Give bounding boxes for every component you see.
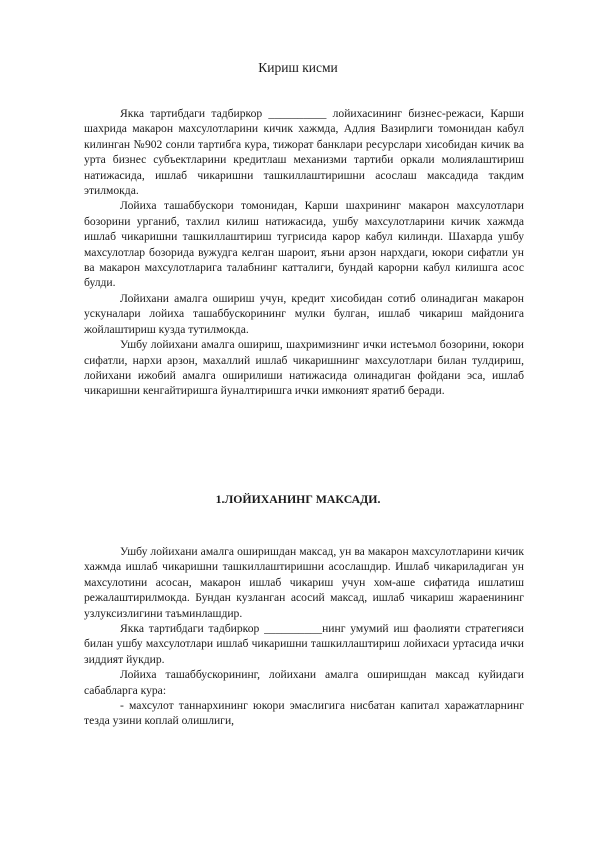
goal-text-block [84,544,524,729]
goal-paragraph: - махсулот таннархининг юкори эмаслигига нисбатан капитал харажатларнинг тезда узини коплай олишлиги, [84,699,524,728]
intro-title: Кириш кисми [258,60,338,75]
goal-paragraph: Ушбу лойихани амалга оширишдан максад, ун ва макарон махсулотларини кичик хажмда ишлаб чикаришни ташкиллаштиришни асослашдир. Ишлаб чикариладиган ун махсулотини асосан, макарон ишлаб чикариш учун хом-аше сифатида ишлатиш режалаштирилмокда. Бундан кузланган асосий максад, ишлаб чикариш жараенининг узлуксизлигини таъминлашдир. [84,545,524,620]
intro-paragraph: Лойиха ташаббускори томонидан, Карши шахрининг макарон махсулотлари бозорини урганиб, тахлил килиш натижасида, ушбу махсулотларини кичик хажмда ишлаб чикаришни ташкиллаштириш тугрисида карор кабул килинди. Шахарда ушбу махсулотлар бозорида вужудга келган шароит, яъни арзон нархдаги, юкори сифатли ун ва макарон махсулотларига талабнинг катталиги, бундай карорни кабул килишга асос булди. [84,199,524,290]
section-title-goal: 1.ЛОЙИХАНИНГ МАКСАДИ. [215,492,381,506]
intro-paragraph: Якка тартибдаги тадбиркор __________ лойихасининг бизнес-режаси, Карши шахрида макарон махсулотларини кичик хажмда, Адлия Вазирлиги томонидан кабул килинган №902 сонли тартибга кура, тижорат банклари ресурслари хисобидан кичик ва урта бизнес субъектларини кредитлаш механизми тартиби оркали молиялаштириш натижасида, ишлаб чикаришни ташкиллаштиришни асослаш максадида такдим этилмокда. [84,107,524,198]
intro-paragraph: Лойихани амалга ошириш учун, кредит хисобидан сотиб олинадиган макарон ускуналари лойиха ташаббускорининг мулки булган, ишлаб чикариш майдонига жойлаштириш кузда тутилмокда. [84,291,524,336]
goal-paragraph: Лойиха ташаббускорининг, лойихани амалга оширишдан максад куйидаги сабабларга кура: [84,668,524,697]
intro-paragraph: Ушбу лойихани амалга ошириш, шахримизнинг ички истеъмол бозорини, юкори сифатли, нархи арзон, махаллий ишлаб чикаришнинг махсулотлари билан тулдириш, лойихани ижобий амалга оширилиши натижасида олинадиган фойдани эса, ишлаб чикаришни кенгайтиришга йуналтиришга ички имконият яратиб беради. [84,338,524,398]
goal-paragraph: Якка тартибдаги тадбиркор __________нинг умумий иш фаолияти стратегияси билан ушбу махсулотлари ишлаб чикаришни ташкиллаштириш лойихаси уртасида ички зиддият йукдир. [84,622,524,666]
intro-text-block [84,106,524,399]
